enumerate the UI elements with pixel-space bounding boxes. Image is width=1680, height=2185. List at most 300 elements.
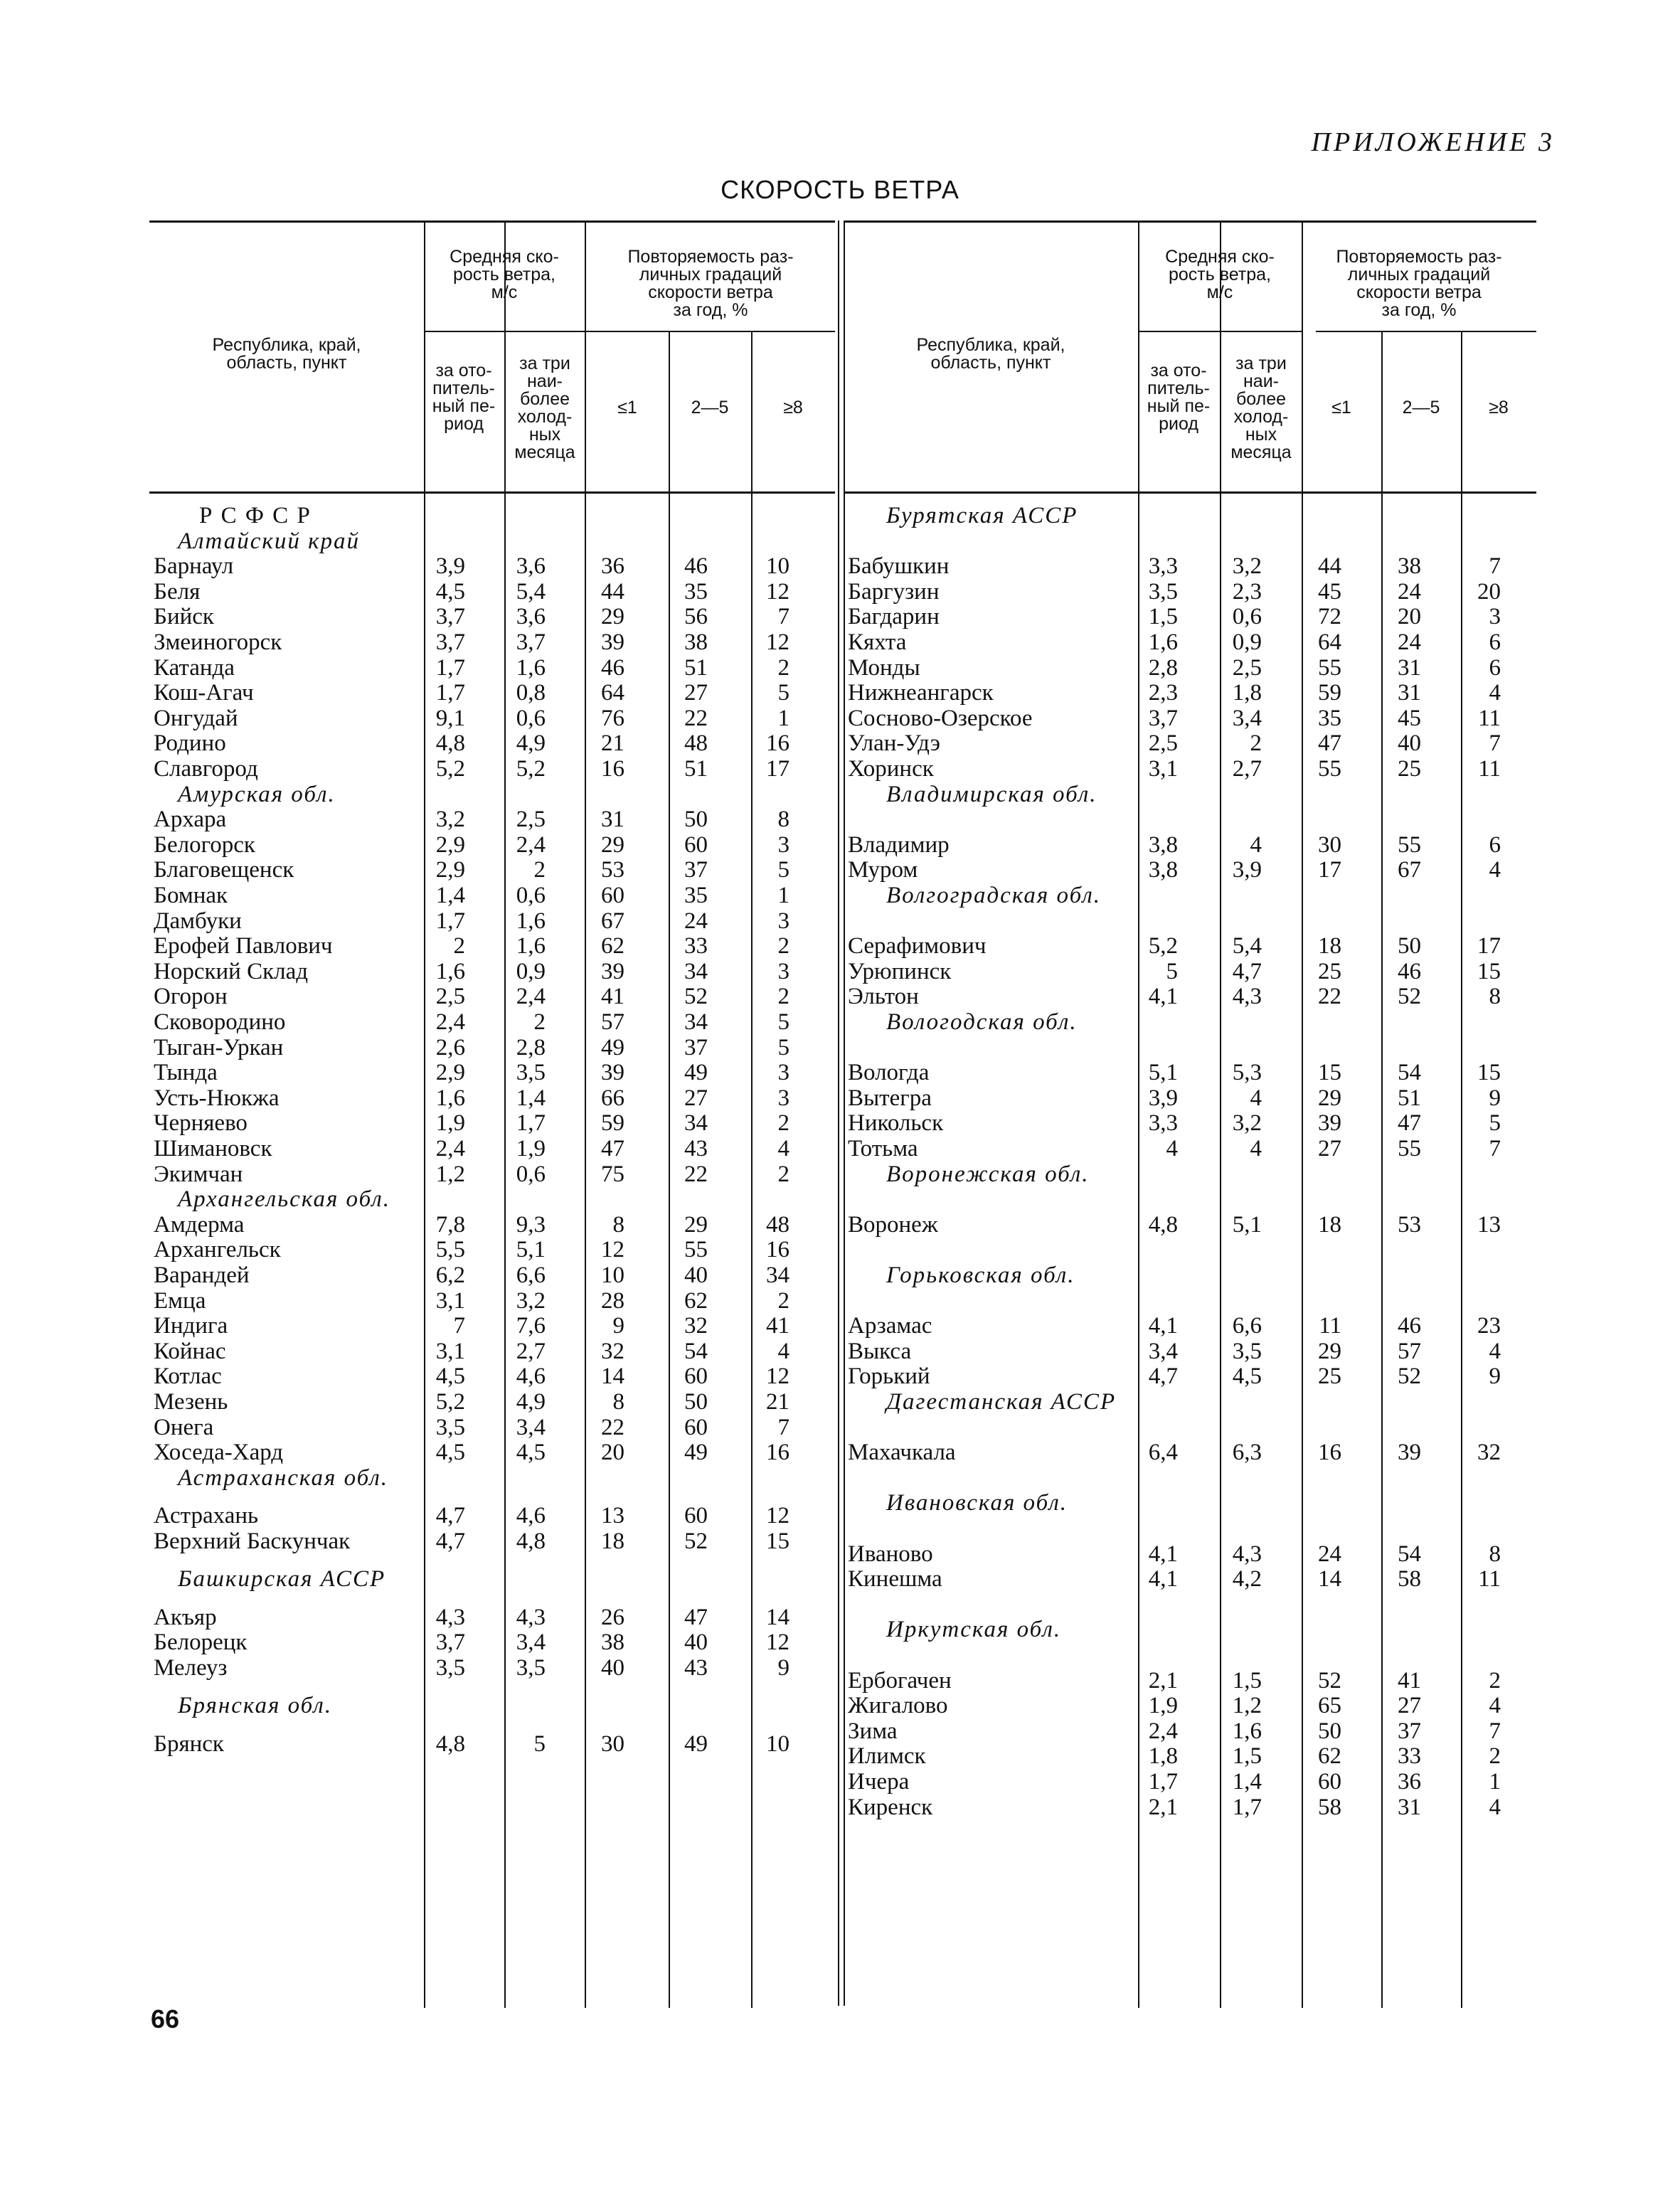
section-heading-row bbox=[149, 1566, 835, 1592]
freq-le1: 59 bbox=[1318, 680, 1341, 706]
freq-2-5: 55 bbox=[1398, 1136, 1421, 1161]
freq-ge8: 3 bbox=[1489, 604, 1501, 630]
station-name: Архара bbox=[154, 807, 227, 833]
avg-speed-cold: 4,7 bbox=[1232, 958, 1262, 984]
station-name: Сосново-Озерское bbox=[848, 705, 1033, 731]
freq-2-5: 55 bbox=[1398, 831, 1421, 858]
station-name: Никольск bbox=[848, 1110, 944, 1137]
freq-le1: 72 bbox=[1318, 604, 1341, 630]
station-name: Хоринск bbox=[848, 756, 934, 782]
freq-le1: 22 bbox=[601, 1414, 624, 1440]
avg-speed-cold: 3,5 bbox=[516, 1654, 546, 1681]
station-name: Дамбуки bbox=[154, 908, 242, 934]
section-heading: Бурятская АССР bbox=[886, 503, 1078, 528]
freq-ge8: 11 bbox=[1478, 1566, 1501, 1593]
section-heading: Архангельская обл. bbox=[178, 1186, 391, 1213]
avg-speed-heating: 4,1 bbox=[1148, 1541, 1178, 1567]
station-name: Емца bbox=[154, 1287, 206, 1314]
station-name: Вологда bbox=[848, 1060, 930, 1086]
avg-speed-cold: 4,2 bbox=[1232, 1566, 1262, 1593]
freq-ge8: 7 bbox=[1489, 553, 1501, 580]
freq-le1: 39 bbox=[601, 958, 624, 984]
avg-speed-cold: 4,8 bbox=[516, 1528, 546, 1554]
avg-speed-heating: 3,7 bbox=[1148, 705, 1178, 731]
avg-speed-heating: 1,9 bbox=[1148, 1693, 1178, 1719]
header-avg-speed: Средняя ско- рость ветра, м/с bbox=[1165, 247, 1275, 302]
avg-speed-heating: 4,7 bbox=[1148, 1363, 1178, 1390]
table-row bbox=[149, 1503, 835, 1529]
table-row bbox=[149, 629, 835, 655]
freq-2-5: 47 bbox=[1398, 1110, 1421, 1137]
avg-speed-heating: 6,2 bbox=[435, 1262, 465, 1288]
station-name: Брянск bbox=[154, 1731, 224, 1757]
station-name: Архангельск bbox=[154, 1237, 281, 1263]
freq-le1: 8 bbox=[612, 1211, 624, 1238]
freq-le1: 9 bbox=[612, 1313, 624, 1339]
header-divider bbox=[1316, 331, 1536, 332]
table-row bbox=[844, 1718, 1536, 1744]
station-name: Киренск bbox=[848, 1794, 933, 1820]
freq-le1: 64 bbox=[601, 680, 624, 706]
station-name: Родино bbox=[154, 730, 226, 757]
avg-speed-heating: 2,1 bbox=[1148, 1794, 1178, 1820]
avg-speed-cold: 1,9 bbox=[516, 1136, 546, 1161]
table-row bbox=[844, 680, 1536, 706]
table-row bbox=[844, 756, 1536, 782]
section-heading-row bbox=[844, 782, 1536, 807]
freq-2-5: 58 bbox=[1398, 1566, 1421, 1593]
freq-ge8: 10 bbox=[766, 553, 790, 580]
table-row bbox=[149, 706, 835, 731]
avg-speed-cold: 3,9 bbox=[1232, 857, 1262, 883]
avg-speed-cold: 9,3 bbox=[516, 1211, 546, 1238]
freq-ge8: 2 bbox=[1489, 1667, 1501, 1694]
station-name: Тыган-Уркан bbox=[154, 1034, 284, 1060]
avg-speed-cold: 1,7 bbox=[516, 1110, 546, 1137]
section-heading-row bbox=[844, 1262, 1536, 1288]
table-row bbox=[844, 1668, 1536, 1694]
freq-2-5: 35 bbox=[684, 883, 708, 908]
station-name: Акъяр bbox=[154, 1604, 217, 1630]
freq-le1: 65 bbox=[1318, 1693, 1341, 1719]
avg-speed-cold: 5 bbox=[533, 1731, 546, 1757]
avg-speed-cold: 1,8 bbox=[1232, 680, 1262, 706]
avg-speed-cold: 4 bbox=[1250, 831, 1262, 858]
avg-speed-heating: 3,9 bbox=[1148, 1085, 1178, 1111]
freq-2-5: 37 bbox=[1398, 1718, 1421, 1744]
avg-speed-cold: 1,5 bbox=[1232, 1743, 1262, 1770]
section-heading: Р С Ф С Р bbox=[199, 503, 312, 528]
table-row bbox=[844, 579, 1536, 605]
header-rule bbox=[669, 331, 670, 491]
avg-speed-heating: 7,8 bbox=[435, 1211, 465, 1238]
freq-2-5: 52 bbox=[1398, 1363, 1421, 1390]
avg-speed-heating: 2,4 bbox=[435, 1009, 465, 1035]
avg-speed-heating: 5 bbox=[1166, 958, 1178, 984]
freq-ge8: 13 bbox=[1477, 1211, 1501, 1238]
freq-ge8: 12 bbox=[766, 1363, 790, 1390]
station-name: Владимир bbox=[848, 831, 950, 858]
freq-2-5: 60 bbox=[684, 1414, 708, 1440]
avg-speed-cold: 4 bbox=[1250, 1085, 1262, 1111]
station-name: Горький bbox=[848, 1363, 930, 1390]
avg-speed-heating: 1,8 bbox=[1148, 1743, 1178, 1770]
freq-2-5: 43 bbox=[684, 1654, 708, 1681]
table-row bbox=[149, 857, 835, 883]
avg-speed-cold: 5,4 bbox=[516, 578, 546, 605]
avg-speed-cold: 3,6 bbox=[516, 604, 546, 630]
avg-speed-heating: 5,2 bbox=[1148, 933, 1178, 959]
section-heading-row bbox=[844, 1617, 1536, 1642]
avg-speed-heating: 4,1 bbox=[1148, 984, 1178, 1010]
avg-speed-heating: 5,1 bbox=[1148, 1060, 1178, 1086]
avg-speed-cold: 2,7 bbox=[516, 1338, 546, 1364]
station-name: Ербогачен bbox=[848, 1667, 952, 1694]
station-name: Иваново bbox=[848, 1541, 933, 1567]
station-name: Змеиногорск bbox=[154, 629, 282, 655]
freq-ge8: 6 bbox=[1489, 629, 1501, 655]
header-frequency: Повторяемость раз- личных градаций скорости ветра за год, % bbox=[627, 247, 794, 320]
freq-le1: 53 bbox=[601, 857, 624, 883]
freq-ge8: 3 bbox=[777, 908, 790, 934]
table-row bbox=[844, 1440, 1536, 1465]
freq-2-5: 40 bbox=[1398, 730, 1421, 757]
station-name: Катанда bbox=[154, 654, 235, 681]
freq-2-5: 49 bbox=[684, 1440, 708, 1466]
avg-speed-cold: 2 bbox=[533, 857, 546, 883]
freq-2-5: 49 bbox=[684, 1060, 708, 1086]
avg-speed-cold: 7,6 bbox=[516, 1313, 546, 1339]
table-row bbox=[844, 706, 1536, 731]
station-name: Арзамас bbox=[848, 1313, 932, 1339]
freq-le1: 29 bbox=[1318, 1338, 1341, 1364]
avg-speed-heating: 7 bbox=[453, 1313, 465, 1339]
freq-le1: 39 bbox=[601, 629, 624, 655]
avg-speed-cold: 2,8 bbox=[516, 1034, 546, 1060]
header-avg-speed: Средняя ско- рость ветра, м/с bbox=[450, 247, 559, 302]
table-row bbox=[844, 984, 1536, 1009]
freq-le1: 41 bbox=[601, 984, 624, 1010]
avg-speed-cold: 0,6 bbox=[516, 883, 546, 908]
table-row bbox=[844, 933, 1536, 959]
avg-speed-heating: 2,8 bbox=[1148, 654, 1178, 681]
freq-2-5: 27 bbox=[684, 680, 708, 706]
section-heading-row bbox=[149, 528, 835, 554]
table-row bbox=[149, 933, 835, 959]
section-heading: Дагестанская АССР bbox=[886, 1389, 1117, 1415]
freq-ge8: 8 bbox=[777, 807, 790, 833]
freq-2-5: 52 bbox=[684, 984, 708, 1010]
table-row bbox=[149, 1110, 835, 1136]
avg-speed-heating: 2,4 bbox=[435, 1136, 465, 1161]
right-table bbox=[844, 220, 1536, 2008]
freq-ge8: 17 bbox=[766, 756, 790, 782]
station-name: Илимск bbox=[848, 1743, 926, 1770]
freq-2-5: 29 bbox=[684, 1211, 708, 1238]
avg-speed-cold: 3,5 bbox=[516, 1060, 546, 1086]
table-row bbox=[844, 655, 1536, 681]
freq-le1: 57 bbox=[601, 1009, 624, 1035]
avg-speed-cold: 1,6 bbox=[1232, 1718, 1262, 1744]
station-name: Огорон bbox=[154, 984, 228, 1010]
freq-2-5: 46 bbox=[684, 553, 708, 580]
freq-ge8: 9 bbox=[777, 1654, 790, 1681]
freq-2-5: 46 bbox=[1398, 958, 1421, 984]
freq-le1: 20 bbox=[601, 1440, 624, 1466]
avg-speed-cold: 4 bbox=[1250, 1136, 1262, 1161]
freq-ge8: 1 bbox=[1489, 1769, 1501, 1795]
freq-ge8: 11 bbox=[1478, 705, 1501, 731]
station-name: Муром bbox=[848, 857, 918, 883]
freq-le1: 31 bbox=[601, 807, 624, 833]
freq-ge8: 4 bbox=[1489, 857, 1501, 883]
section-heading-row bbox=[149, 1186, 835, 1212]
freq-le1: 47 bbox=[1318, 730, 1341, 757]
avg-speed-heating: 3,3 bbox=[1148, 553, 1178, 580]
avg-speed-heating: 5,2 bbox=[435, 1389, 465, 1415]
freq-2-5: 31 bbox=[1398, 654, 1421, 681]
freq-2-5: 39 bbox=[1398, 1440, 1421, 1466]
freq-2-5: 24 bbox=[1398, 629, 1421, 655]
table-header bbox=[149, 223, 835, 494]
table-row bbox=[149, 655, 835, 681]
freq-ge8: 5 bbox=[777, 680, 790, 706]
station-name: Бийск bbox=[154, 604, 214, 630]
avg-speed-heating: 1,5 bbox=[1148, 604, 1178, 630]
avg-speed-cold: 6,3 bbox=[1232, 1440, 1262, 1466]
avg-speed-cold: 1,4 bbox=[516, 1085, 546, 1111]
station-name: Серафимович bbox=[848, 933, 987, 959]
freq-ge8: 11 bbox=[1478, 756, 1501, 782]
freq-le1: 75 bbox=[601, 1161, 624, 1187]
avg-speed-heating: 4 bbox=[1166, 1136, 1178, 1161]
table-row bbox=[844, 1136, 1536, 1161]
freq-ge8: 5 bbox=[777, 1009, 790, 1035]
avg-speed-heating: 4,7 bbox=[435, 1528, 465, 1554]
station-name: Ичера bbox=[848, 1769, 910, 1795]
station-name: Верхний Баскунчак bbox=[154, 1528, 351, 1554]
freq-ge8: 4 bbox=[1489, 1693, 1501, 1719]
freq-le1: 24 bbox=[1318, 1541, 1341, 1567]
table-row bbox=[149, 1389, 835, 1415]
avg-speed-heating: 1,7 bbox=[435, 908, 465, 934]
freq-2-5: 51 bbox=[684, 654, 708, 681]
header-heating: за ото- питель- ный пе- риод bbox=[1147, 361, 1211, 434]
freq-ge8: 5 bbox=[1489, 1110, 1501, 1137]
section-heading: Алтайский край bbox=[178, 528, 361, 554]
section-heading: Горьковская обл. bbox=[886, 1262, 1075, 1288]
avg-speed-cold: 0,6 bbox=[516, 705, 546, 731]
appendix-label: ПРИЛОЖЕНИЕ 3 bbox=[1311, 127, 1555, 157]
avg-speed-cold: 1,5 bbox=[1232, 1667, 1262, 1694]
freq-2-5: 52 bbox=[684, 1528, 708, 1554]
avg-speed-heating: 3,9 bbox=[435, 553, 465, 580]
freq-ge8: 9 bbox=[1489, 1085, 1501, 1111]
right-table-body bbox=[844, 491, 1536, 2008]
freq-2-5: 24 bbox=[1398, 578, 1421, 605]
avg-speed-heating: 4,5 bbox=[435, 1363, 465, 1390]
freq-ge8: 15 bbox=[1477, 958, 1501, 984]
freq-2-5: 31 bbox=[1398, 1794, 1421, 1820]
avg-speed-cold: 4,5 bbox=[1232, 1363, 1262, 1390]
freq-ge8: 34 bbox=[766, 1262, 790, 1288]
station-name: Индига bbox=[154, 1313, 228, 1339]
avg-speed-cold: 2,4 bbox=[516, 831, 546, 858]
avg-speed-cold: 2,3 bbox=[1232, 578, 1262, 605]
avg-speed-cold: 4,9 bbox=[516, 730, 546, 757]
table-row bbox=[149, 807, 835, 832]
freq-ge8: 4 bbox=[777, 1338, 790, 1364]
avg-speed-cold: 3,5 bbox=[1232, 1338, 1262, 1364]
freq-2-5: 38 bbox=[1398, 553, 1421, 580]
freq-le1: 18 bbox=[1318, 1211, 1341, 1238]
freq-le1: 11 bbox=[1319, 1313, 1341, 1339]
station-name: Экимчан bbox=[154, 1161, 243, 1187]
section-heading: Брянская обл. bbox=[178, 1693, 333, 1719]
freq-ge8: 10 bbox=[766, 1731, 790, 1757]
avg-speed-cold: 6,6 bbox=[516, 1262, 546, 1288]
freq-2-5: 34 bbox=[684, 1110, 708, 1137]
freq-ge8: 32 bbox=[1477, 1440, 1501, 1466]
table-row bbox=[149, 1731, 835, 1757]
table-row bbox=[149, 1035, 835, 1060]
freq-ge8: 16 bbox=[766, 1440, 790, 1466]
freq-ge8: 17 bbox=[1477, 933, 1501, 959]
table-row bbox=[149, 1060, 835, 1085]
freq-ge8: 2 bbox=[777, 984, 790, 1010]
station-name: Варандей bbox=[154, 1262, 250, 1288]
table-row bbox=[149, 1237, 835, 1262]
avg-speed-heating: 5,2 bbox=[435, 756, 465, 782]
table-row bbox=[149, 883, 835, 908]
freq-2-5: 51 bbox=[1398, 1085, 1421, 1111]
avg-speed-heating: 1,7 bbox=[1148, 1769, 1178, 1795]
avg-speed-cold: 4,6 bbox=[516, 1503, 546, 1529]
freq-le1: 67 bbox=[601, 908, 624, 934]
station-name: Котлас bbox=[154, 1363, 222, 1390]
table-row bbox=[844, 857, 1536, 883]
freq-le1: 60 bbox=[1318, 1769, 1341, 1795]
avg-speed-cold: 1,4 bbox=[1232, 1769, 1262, 1795]
station-name: Урюпинск bbox=[848, 958, 952, 984]
freq-ge8: 21 bbox=[766, 1389, 790, 1415]
freq-le1: 44 bbox=[601, 578, 624, 605]
station-name: Астрахань bbox=[154, 1503, 259, 1529]
station-name: Шимановск bbox=[154, 1136, 272, 1161]
table-row bbox=[844, 629, 1536, 655]
freq-le1: 12 bbox=[601, 1237, 624, 1263]
freq-le1: 58 bbox=[1318, 1794, 1341, 1820]
freq-ge8: 9 bbox=[1489, 1363, 1501, 1390]
header-grade-2: 2—5 bbox=[691, 398, 729, 418]
freq-2-5: 53 bbox=[1398, 1211, 1421, 1238]
avg-speed-cold: 5,3 bbox=[1232, 1060, 1262, 1086]
freq-2-5: 36 bbox=[1398, 1769, 1421, 1795]
station-name: Койнас bbox=[154, 1338, 226, 1364]
header-rule bbox=[751, 331, 753, 491]
avg-speed-heating: 1,4 bbox=[435, 883, 465, 908]
section-heading: Вологодская обл. bbox=[886, 1009, 1078, 1035]
station-name: Амдерма bbox=[154, 1211, 245, 1238]
avg-speed-heating: 5,5 bbox=[435, 1237, 465, 1263]
station-name: Бомнак bbox=[154, 883, 228, 908]
table-row bbox=[149, 984, 835, 1009]
freq-le1: 30 bbox=[1318, 831, 1341, 858]
freq-ge8: 6 bbox=[1489, 654, 1501, 681]
avg-speed-cold: 2 bbox=[533, 1009, 546, 1035]
avg-speed-cold: 3,4 bbox=[516, 1414, 546, 1440]
avg-speed-cold: 0,6 bbox=[516, 1161, 546, 1187]
table-row bbox=[149, 1440, 835, 1465]
avg-speed-cold: 0,9 bbox=[516, 958, 546, 984]
freq-le1: 36 bbox=[601, 553, 624, 580]
freq-le1: 14 bbox=[1318, 1566, 1341, 1593]
table-row bbox=[149, 1313, 835, 1339]
avg-speed-cold: 5,4 bbox=[1232, 933, 1262, 959]
freq-le1: 46 bbox=[601, 654, 624, 681]
avg-speed-heating: 2,3 bbox=[1148, 680, 1178, 706]
station-name: Баргузин bbox=[848, 578, 940, 605]
freq-2-5: 43 bbox=[684, 1136, 708, 1161]
avg-speed-heating: 2,9 bbox=[435, 857, 465, 883]
freq-2-5: 27 bbox=[684, 1085, 708, 1111]
avg-speed-cold: 6,6 bbox=[1232, 1313, 1262, 1339]
freq-2-5: 55 bbox=[684, 1237, 708, 1263]
freq-2-5: 31 bbox=[1398, 680, 1421, 706]
freq-ge8: 6 bbox=[1489, 831, 1501, 858]
table-row bbox=[149, 756, 835, 782]
freq-le1: 38 bbox=[601, 1630, 624, 1656]
station-name: Тотьма bbox=[848, 1136, 918, 1161]
freq-2-5: 40 bbox=[684, 1262, 708, 1288]
freq-ge8: 4 bbox=[777, 1136, 790, 1161]
page-title: СКОРОСТЬ ВЕТРА bbox=[721, 175, 959, 204]
freq-2-5: 54 bbox=[684, 1338, 708, 1364]
freq-ge8: 48 bbox=[766, 1211, 790, 1238]
section-heading-row bbox=[844, 503, 1536, 528]
freq-2-5: 27 bbox=[1398, 1693, 1421, 1719]
freq-2-5: 47 bbox=[684, 1604, 708, 1630]
freq-le1: 39 bbox=[1318, 1110, 1341, 1137]
table-row bbox=[844, 553, 1536, 579]
avg-speed-cold: 0,8 bbox=[516, 680, 546, 706]
freq-2-5: 22 bbox=[684, 705, 708, 731]
avg-speed-heating: 2,5 bbox=[1148, 730, 1178, 757]
left-table bbox=[149, 220, 835, 2008]
avg-speed-cold: 1,2 bbox=[1232, 1693, 1262, 1719]
station-name: Нижнеангарск bbox=[848, 680, 994, 706]
freq-ge8: 2 bbox=[777, 1161, 790, 1187]
table-row bbox=[844, 1566, 1536, 1592]
freq-ge8: 3 bbox=[777, 958, 790, 984]
header-cold: за три наи- более холод- ных месяца bbox=[514, 353, 575, 462]
station-name: Черняево bbox=[154, 1110, 248, 1137]
table-row bbox=[149, 680, 835, 706]
freq-2-5: 56 bbox=[684, 604, 708, 630]
freq-le1: 52 bbox=[1318, 1667, 1341, 1694]
table-row bbox=[149, 553, 835, 579]
section-heading-row bbox=[149, 1693, 835, 1718]
freq-le1: 62 bbox=[601, 933, 624, 959]
freq-le1: 30 bbox=[601, 1731, 624, 1757]
station-name: Улан-Удэ bbox=[848, 730, 940, 757]
avg-speed-heating: 4,8 bbox=[435, 1731, 465, 1757]
freq-le1: 25 bbox=[1318, 958, 1341, 984]
freq-2-5: 24 bbox=[684, 908, 708, 934]
table-row bbox=[844, 1110, 1536, 1136]
freq-2-5: 49 bbox=[684, 1731, 708, 1757]
freq-2-5: 54 bbox=[1398, 1060, 1421, 1086]
